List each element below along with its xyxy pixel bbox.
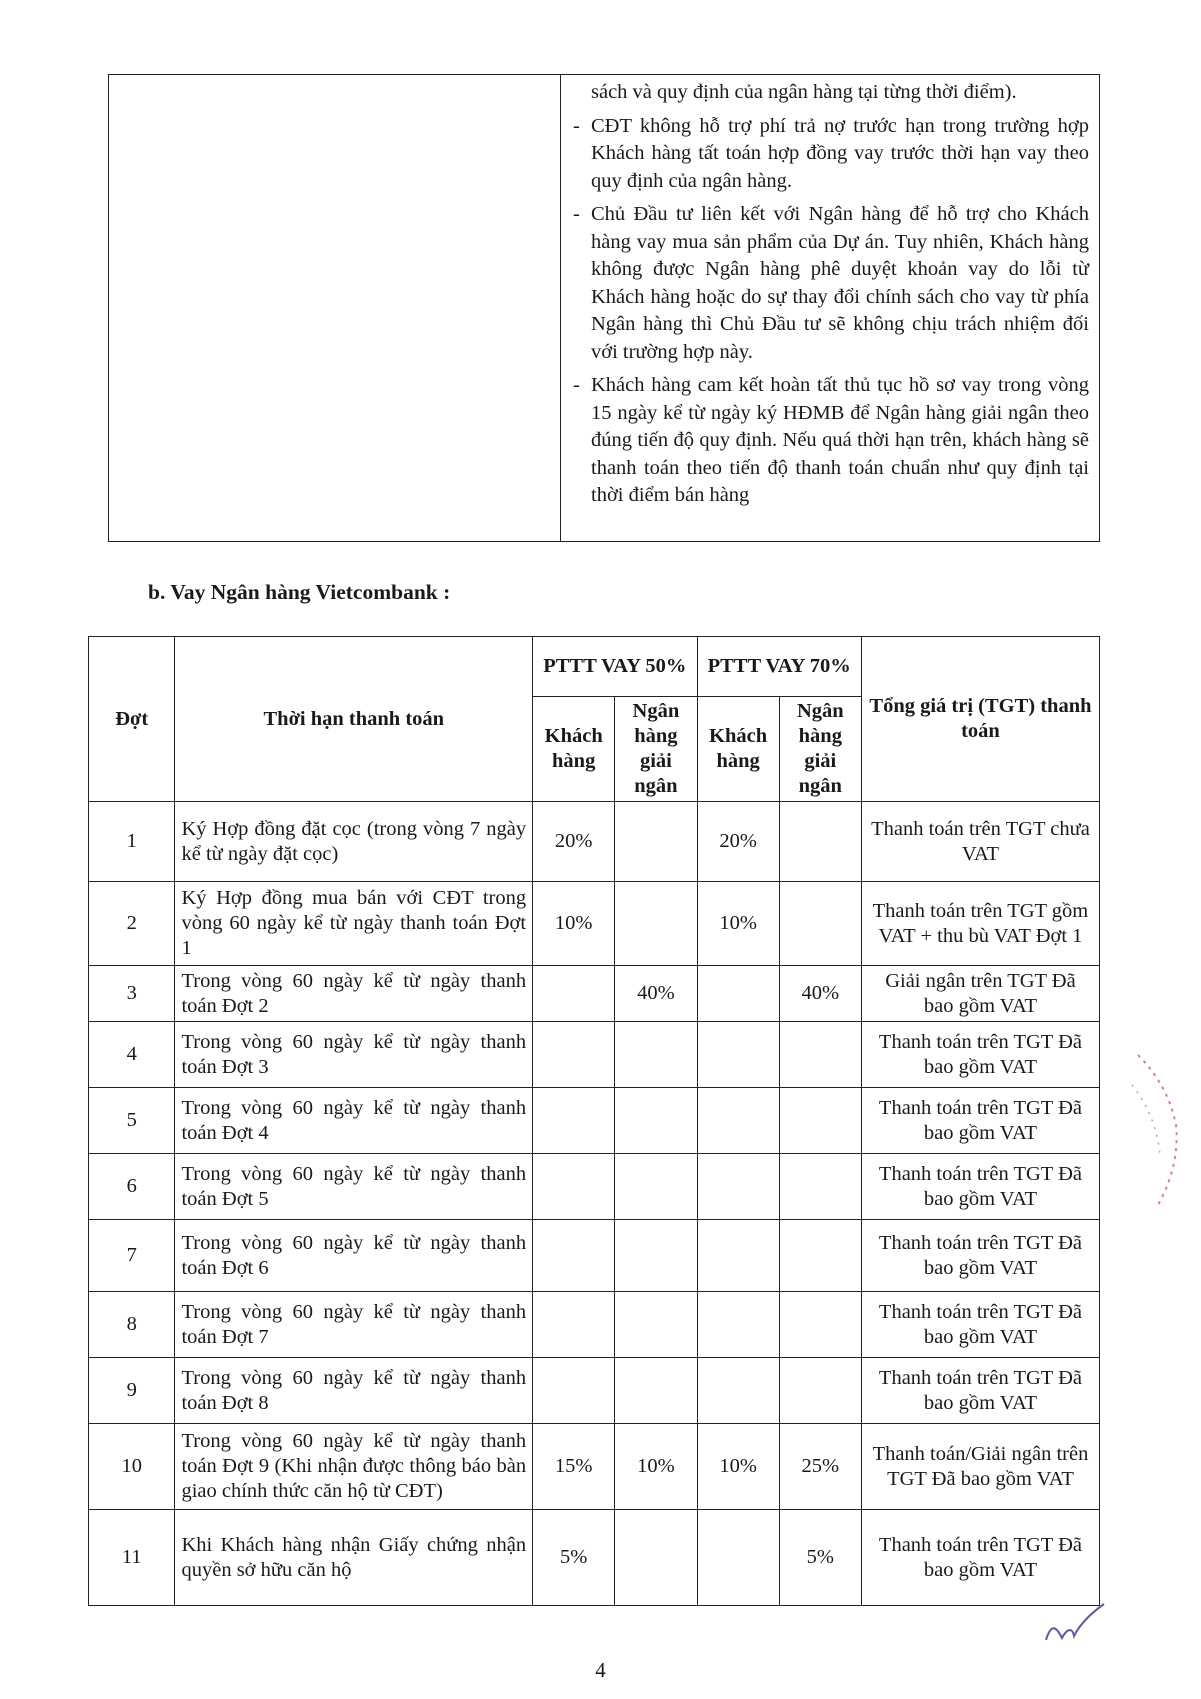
header-bank-70: Ngân hàng giải ngân (779, 697, 861, 802)
cell-dot: 3 (89, 966, 175, 1022)
cell-bank-70: 40% (779, 966, 861, 1022)
cell-customer-70 (697, 1154, 779, 1220)
cell-bank-50 (615, 1220, 697, 1292)
cell-bank-70 (779, 882, 861, 966)
cell-customer-50 (533, 1022, 615, 1088)
cell-dot: 11 (89, 1510, 175, 1606)
bullet-text: Chủ Đầu tư liên kết với Ngân hàng để hỗ trợ cho Khách hàng vay mua sản phẩm của Dự án. Tuy nhiên, Khách hàng không được Ngân hàng phê duyệt khoản vay do lỗi từ Khách hàng hoặc do sự thay đổi chính sách cho vay từ phía Ngân hàng thì Chủ Đầu tư sẽ không chịu trách nhiệm đối với trường hợp này. (591, 203, 1089, 363)
cell-bank-50 (615, 1358, 697, 1424)
cell-bank-50: 40% (615, 966, 697, 1022)
cell-customer-70 (697, 1022, 779, 1088)
header-bank-50: Ngân hàng giải ngân (615, 697, 697, 802)
cell-dot: 5 (89, 1088, 175, 1154)
cell-bank-50 (615, 1510, 697, 1606)
cell-term: Trong vòng 60 ngày kể từ ngày thanh toán Đợt 2 (175, 966, 533, 1022)
table-row (89, 1088, 1100, 1154)
header-plan-50: PTTT VAY 50% (533, 637, 697, 697)
cell-dot: 9 (89, 1358, 175, 1424)
cell-customer-70: 20% (697, 802, 779, 882)
cell-term: Trong vòng 60 ngày kể từ ngày thanh toán Đợt 5 (175, 1154, 533, 1220)
cell-total: Thanh toán trên TGT Đã bao gồm VAT (861, 1358, 1099, 1424)
cell-customer-50 (533, 1154, 615, 1220)
cell-customer-70 (697, 1292, 779, 1358)
condition-bullet (573, 372, 1089, 510)
bullet-dash: - (573, 374, 580, 396)
cell-bank-50 (615, 882, 697, 966)
cell-customer-50: 15% (533, 1424, 615, 1510)
cell-total: Thanh toán trên TGT Đã bao gồm VAT (861, 1154, 1099, 1220)
conditions-empty-cell (109, 75, 561, 541)
cell-bank-50 (615, 1088, 697, 1154)
cell-customer-50: 20% (533, 802, 615, 882)
stamp-fragment-icon (1128, 1045, 1188, 1215)
cell-bank-70 (779, 1022, 861, 1088)
table-row (89, 1510, 1100, 1606)
cell-dot: 4 (89, 1022, 175, 1088)
table-row (89, 882, 1100, 966)
cell-bank-50 (615, 1022, 697, 1088)
cell-dot: 8 (89, 1292, 175, 1358)
cell-term: Ký Hợp đồng mua bán với CĐT trong vòng 60 ngày kể từ ngày thanh toán Đợt 1 (175, 882, 533, 966)
table-row (89, 1022, 1100, 1088)
cell-customer-70 (697, 1358, 779, 1424)
table-row (89, 1220, 1100, 1292)
cell-bank-50: 10% (615, 1424, 697, 1510)
bullet-dash: - (573, 203, 580, 225)
header-dot: Đợt (89, 637, 175, 802)
cell-bank-70 (779, 1358, 861, 1424)
table-row (89, 1358, 1100, 1424)
cell-total: Giải ngân trên TGT Đã bao gồm VAT (861, 966, 1099, 1022)
cell-customer-70 (697, 1088, 779, 1154)
conditions-cell (561, 75, 1099, 541)
cell-bank-50 (615, 1154, 697, 1220)
cell-bank-50 (615, 1292, 697, 1358)
cell-customer-50: 5% (533, 1510, 615, 1606)
cell-bank-70 (779, 1220, 861, 1292)
cell-term: Khi Khách hàng nhận Giấy chứng nhận quyền sở hữu căn hộ (175, 1510, 533, 1606)
cell-dot: 6 (89, 1154, 175, 1220)
condition-bullet (573, 113, 1089, 196)
header-term: Thời hạn thanh toán (175, 637, 533, 802)
bullet-text: Khách hàng cam kết hoàn tất thủ tục hồ sơ vay trong vòng 15 ngày kể từ ngày ký HĐMB để Ngân hàng giải ngân theo đúng tiến độ quy định. Nếu quá thời hạn trên, khách hàng sẽ thanh toán theo tiến độ thanh toán chuẩn như quy định tại thời điểm bán hàng (591, 374, 1089, 506)
cell-dot: 2 (89, 882, 175, 966)
cell-customer-50 (533, 966, 615, 1022)
cell-term: Trong vòng 60 ngày kể từ ngày thanh toán Đợt 4 (175, 1088, 533, 1154)
cell-total: Thanh toán trên TGT chưa VAT (861, 802, 1099, 882)
condition-bullet (573, 201, 1089, 366)
page-number: 4 (595, 1658, 606, 1682)
cell-bank-70 (779, 1088, 861, 1154)
cell-customer-50: 10% (533, 882, 615, 966)
signature-icon (1040, 1600, 1110, 1650)
cell-term: Trong vòng 60 ngày kể từ ngày thanh toán Đợt 8 (175, 1358, 533, 1424)
table-row (89, 1292, 1100, 1358)
cell-bank-70: 5% (779, 1510, 861, 1606)
header-total: Tổng giá trị (TGT) thanh toán (861, 637, 1099, 802)
cell-dot: 10 (89, 1424, 175, 1510)
cell-total: Thanh toán/Giải ngân trên TGT Đã bao gồm VAT (861, 1424, 1099, 1510)
table-row (89, 802, 1100, 882)
cell-customer-50 (533, 1220, 615, 1292)
cell-total: Thanh toán trên TGT Đã bao gồm VAT (861, 1022, 1099, 1088)
bullet-dash: - (573, 114, 580, 137)
cell-customer-70 (697, 1510, 779, 1606)
conditions-table (108, 74, 1100, 542)
table-row (89, 1424, 1100, 1510)
bullet-text: CĐT không hỗ trợ phí trả nợ trước hạn trong trường hợp Khách hàng tất toán hợp đồng vay trước thời hạn vay theo quy định của ngân hàng. (591, 114, 1089, 192)
cell-bank-70 (779, 1154, 861, 1220)
cell-total: Thanh toán trên TGT gồm VAT + thu bù VAT Đợt 1 (861, 882, 1099, 966)
header-customer-50: Khách hàng (533, 697, 615, 802)
table-row (89, 1154, 1100, 1220)
cell-total: Thanh toán trên TGT Đã bao gồm VAT (861, 1510, 1099, 1606)
cell-bank-50 (615, 802, 697, 882)
cell-dot: 7 (89, 1220, 175, 1292)
payment-schedule-table (88, 636, 1100, 1606)
cell-total: Thanh toán trên TGT Đã bao gồm VAT (861, 1220, 1099, 1292)
cell-customer-70 (697, 1220, 779, 1292)
header-customer-70: Khách hàng (697, 697, 779, 802)
cell-customer-50 (533, 1358, 615, 1424)
table-row (89, 966, 1100, 1022)
cell-term: Trong vòng 60 ngày kể từ ngày thanh toán Đợt 7 (175, 1292, 533, 1358)
header-plan-70: PTTT VAY 70% (697, 637, 861, 697)
cell-dot: 1 (89, 802, 175, 882)
cell-customer-50 (533, 1088, 615, 1154)
cell-bank-70 (779, 1292, 861, 1358)
cell-total: Thanh toán trên TGT Đã bao gồm VAT (861, 1088, 1099, 1154)
cell-term: Trong vòng 60 ngày kể từ ngày thanh toán Đợt 3 (175, 1022, 533, 1088)
section-heading: b. Vay Ngân hàng Vietcombank : (148, 580, 451, 604)
cell-bank-70 (779, 802, 861, 882)
continuation-text: sách và quy định của ngân hàng tại từng thời điểm). (591, 81, 1017, 103)
cell-term: Ký Hợp đồng đặt cọc (trong vòng 7 ngày kể từ ngày đặt cọc) (175, 802, 533, 882)
cell-customer-70: 10% (697, 1424, 779, 1510)
cell-customer-70 (697, 966, 779, 1022)
cell-term: Trong vòng 60 ngày kể từ ngày thanh toán Đợt 9 (Khi nhận được thông báo bàn giao chính thức căn hộ từ CĐT) (175, 1424, 533, 1510)
cell-term: Trong vòng 60 ngày kể từ ngày thanh toán Đợt 6 (175, 1220, 533, 1292)
cell-customer-70: 10% (697, 882, 779, 966)
cell-bank-70: 25% (779, 1424, 861, 1510)
cell-total: Thanh toán trên TGT Đã bao gồm VAT (861, 1292, 1099, 1358)
cell-customer-50 (533, 1292, 615, 1358)
